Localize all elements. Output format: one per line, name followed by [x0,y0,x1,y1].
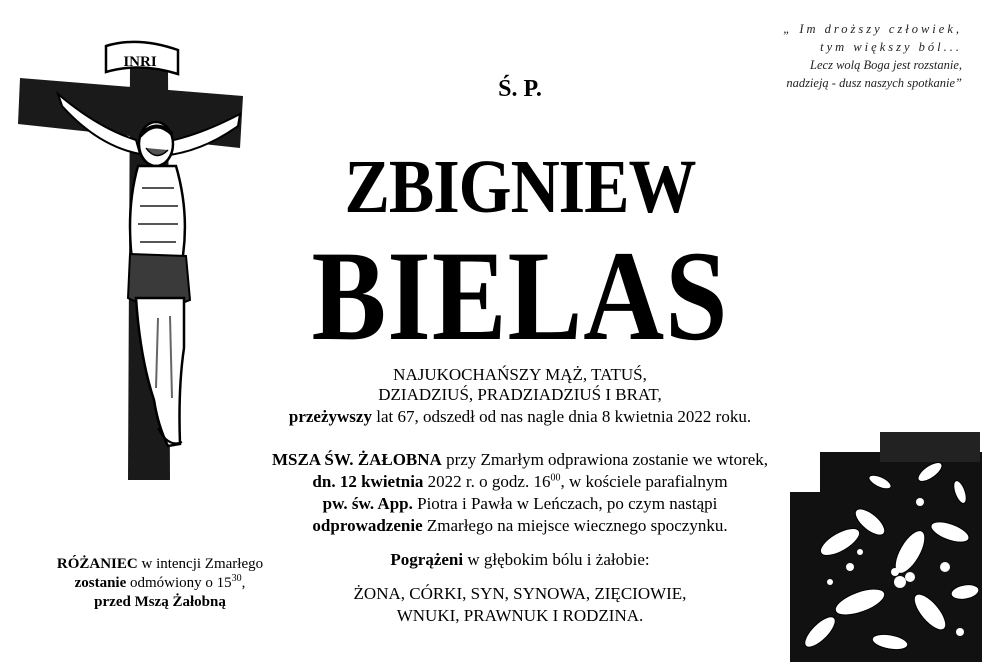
mass-line-2-a: 2022 r. o godz. 16 [423,472,551,491]
mass-line-2 [200,472,840,492]
quote-line-2: tym większy ból... [820,40,962,54]
mass-line-4-bold: odprowadzenie [312,516,423,535]
death-info-bold: przeżywszy [288,407,372,426]
mass-line-3-bold: pw. św. App. [322,494,413,513]
rosary-line-1 [10,555,310,574]
mass-line-1-bold: MSZA ŚW. ŻAŁOBNA [271,450,442,469]
sp-label: Ś. P. [498,76,542,102]
mass-line-2-bold: dn. 12 kwietnia [312,472,424,491]
grief-bold: Pogrążeni [390,550,464,569]
rosary-line-3: przed Mszą Żałobną [94,594,226,610]
mass-line-3-rest: Piotra i Pawła w Leńczach, po czym nastąpi [412,494,718,513]
mass-line-4 [200,516,840,536]
grief-rest: w głębokim bólu i żałobie: [463,550,650,569]
mass-line-1-rest: przy Zmarłym odprawiona zostanie we wtorek, [441,450,769,469]
mass-line-3 [200,494,840,514]
grief-line [300,550,740,570]
family-line-1: ŻONA, CÓRKI, SYN, SYNOWA, ZIĘCIOWIE, [353,584,687,603]
death-info-rest: lat 67, odszedł od nas nagle dnia 8 kwietnia 2022 roku. [371,407,752,426]
relation-line-2: DZIADZIUŚ, PRADZIADZIUŚ I BRAT, [378,385,662,404]
rosary-line-2-a: odmówiony o 15 [126,575,232,591]
rosary-line-2-bold: zostanie [74,575,127,591]
quote-line-3: Lecz wolą Boga jest rozstanie, [810,58,962,72]
inri-label: INRI [123,54,157,70]
death-info-line [200,407,840,427]
last-name: BIELAS [311,225,729,368]
relation-line-1: NAJUKOCHAŃSZY MĄŻ, TATUŚ, [393,365,647,384]
quote-line-1: „ Im droższy człowiek, [783,22,962,36]
mass-time-minutes: 00 [550,472,561,484]
rosary-info [10,555,310,612]
first-name: ZBIGNIEW [344,143,696,229]
rosary-time-minutes: 30 [231,573,242,584]
mass-line-4-rest: Zmarłego na miejsce wiecznego spoczynku. [422,516,728,535]
mass-line-1 [200,450,840,470]
mass-line-2-b: , w kościele parafialnym [560,472,728,491]
rosary-line-2-b: , [241,575,246,591]
rosary-bold: RÓŻANIEC [56,556,138,572]
quote-line-4: nadzieją - dusz naszych spotkanie” [786,76,962,90]
quote-text [700,20,962,92]
rosary-line-1-rest: w intencji Zmarłego [137,556,264,572]
rosary-line-2 [10,574,310,593]
family-line-2: WNUKI, PRAWNUK I RODZINA. [396,606,644,625]
